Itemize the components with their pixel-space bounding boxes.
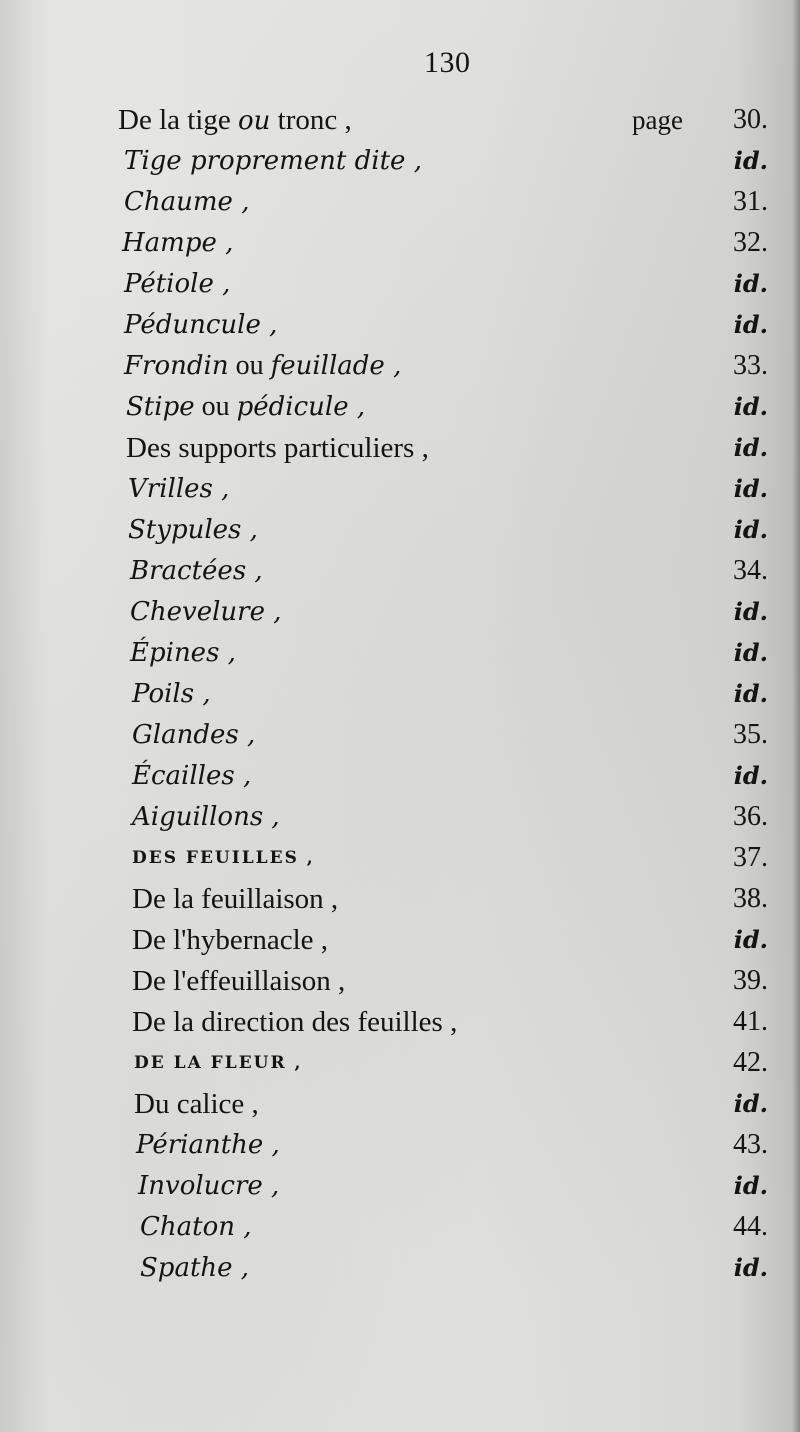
toc-page-ref: 33. xyxy=(733,350,768,381)
toc-page-ref: 39. xyxy=(733,965,768,996)
toc-entry-label xyxy=(124,346,401,386)
toc-entry xyxy=(0,920,800,960)
toc-entry-label: Glandes , xyxy=(132,720,256,750)
toc-page-ref: 35. xyxy=(733,719,768,750)
toc-page-ref: 36. xyxy=(733,801,768,832)
toc-entry-label: Aiguillons , xyxy=(132,802,280,832)
toc-entry-label: De la feuillaison , xyxy=(132,883,339,915)
toc-page-ref: 34. xyxy=(733,555,768,586)
toc-entry-label-part: feuillade , xyxy=(270,351,402,381)
toc-page-ref: id. xyxy=(733,1171,768,1200)
toc-page-ref: id. xyxy=(733,146,768,175)
toc-entry xyxy=(0,141,800,181)
toc-page-ref: 44. xyxy=(733,1211,768,1242)
toc-entry xyxy=(0,1002,800,1042)
toc-page-ref: 43. xyxy=(733,1129,768,1160)
toc-section-heading: DES FEUILLES , xyxy=(132,848,315,868)
toc-page-ref: id. xyxy=(733,474,768,503)
toc-page-ref: 31. xyxy=(733,186,768,217)
toc-entry-label: Vrilles , xyxy=(128,474,230,504)
toc-page-ref: id. xyxy=(733,761,768,790)
toc-entry xyxy=(0,182,800,222)
toc-page-ref: id. xyxy=(733,1253,768,1282)
toc-entry xyxy=(0,510,800,550)
toc-page-ref: id. xyxy=(733,638,768,667)
toc-entry-label: Des supports particuliers , xyxy=(126,432,429,464)
toc-entry xyxy=(0,1043,800,1083)
toc-entry-label-part: ou xyxy=(237,106,271,136)
toc-entry xyxy=(0,715,800,755)
toc-page-ref: id. xyxy=(733,679,768,708)
toc-page-ref: id. xyxy=(733,310,768,339)
toc-entry-label-part: Frondin xyxy=(124,351,229,381)
toc-entry-label: Épines , xyxy=(130,638,236,668)
toc-entry xyxy=(0,346,800,386)
toc-entry-label-part: De la tige xyxy=(118,104,238,136)
toc-entry-label: Poils , xyxy=(132,679,211,709)
toc-entry-label: Stypules , xyxy=(128,515,258,545)
toc-entry-label: Chaume , xyxy=(124,187,250,217)
toc-entry-label: De la direction des feuilles , xyxy=(132,1006,458,1038)
toc-entry xyxy=(0,592,800,632)
toc-entry xyxy=(0,879,800,919)
toc-entry-label: De l'effeuillaison , xyxy=(132,965,346,997)
toc-entry xyxy=(0,551,800,591)
toc-entry xyxy=(0,1207,800,1247)
toc-entry xyxy=(0,1166,800,1206)
toc-entry-label: Chevelure , xyxy=(130,597,282,627)
toc-entry-label: Hampe , xyxy=(122,228,234,258)
toc-page-ref: 37. xyxy=(733,842,768,873)
toc-entry-label: Chaton , xyxy=(140,1212,252,1242)
toc-entry xyxy=(0,756,800,796)
toc-entry-label-part: ou xyxy=(194,391,237,422)
toc-entry-label xyxy=(126,387,365,427)
toc-entry xyxy=(0,264,800,304)
toc-entry xyxy=(0,223,800,263)
toc-entry-label xyxy=(118,100,352,141)
toc-entry-label-part: Stipe xyxy=(126,392,195,422)
toc-entry-label: Pétiole , xyxy=(124,269,231,299)
toc-entry-label-part: pédicule , xyxy=(236,392,366,422)
toc-entry-label: De l'hybernacle , xyxy=(132,924,329,956)
toc-page-ref: 32. xyxy=(733,227,768,258)
toc-entry-label: Spathe , xyxy=(140,1253,250,1283)
toc-page-ref: id. xyxy=(733,392,768,421)
toc-page-ref: id. xyxy=(733,433,768,462)
toc-page-ref: 30. xyxy=(733,104,768,135)
page-number: 130 xyxy=(424,46,471,79)
toc-entry xyxy=(0,1248,800,1288)
toc-entry xyxy=(0,1125,800,1165)
toc-page-ref: 41. xyxy=(733,1006,768,1037)
toc-entry-label: Du calice , xyxy=(134,1088,259,1120)
toc-entry xyxy=(0,469,800,509)
toc-entry xyxy=(0,1084,800,1124)
toc-page-ref: id. xyxy=(733,269,768,298)
toc-entry-label: Bractées , xyxy=(130,556,263,586)
toc-entry xyxy=(0,387,800,427)
toc-entry xyxy=(0,961,800,1001)
toc-entry xyxy=(0,838,800,878)
toc-entry-label: Écailles , xyxy=(132,761,252,791)
toc-entry xyxy=(0,674,800,714)
toc-entry-label-part: ou xyxy=(228,350,271,381)
toc-entry-label-part: tronc , xyxy=(270,104,352,136)
toc-entry-label: Péduncule , xyxy=(124,310,278,340)
toc-page-ref: id. xyxy=(733,597,768,626)
toc-section-heading: DE LA FLEUR , xyxy=(134,1053,303,1073)
toc-entry xyxy=(0,633,800,673)
toc-page-ref: id. xyxy=(733,1089,768,1118)
toc-page-ref: 42. xyxy=(733,1047,768,1078)
toc-entry xyxy=(0,100,800,140)
toc-page-ref: id. xyxy=(733,515,768,544)
toc-page-ref: 38. xyxy=(733,883,768,914)
toc-entry-label: Périanthe , xyxy=(136,1130,280,1160)
toc-entry-label: Tige proprement dite , xyxy=(124,146,422,176)
toc-entry-label: Involucre , xyxy=(138,1171,280,1201)
toc-entry xyxy=(0,797,800,837)
toc-page-ref: id. xyxy=(733,925,768,954)
toc-entry xyxy=(0,305,800,345)
page-word: page xyxy=(632,105,683,135)
toc-entry xyxy=(0,428,800,468)
